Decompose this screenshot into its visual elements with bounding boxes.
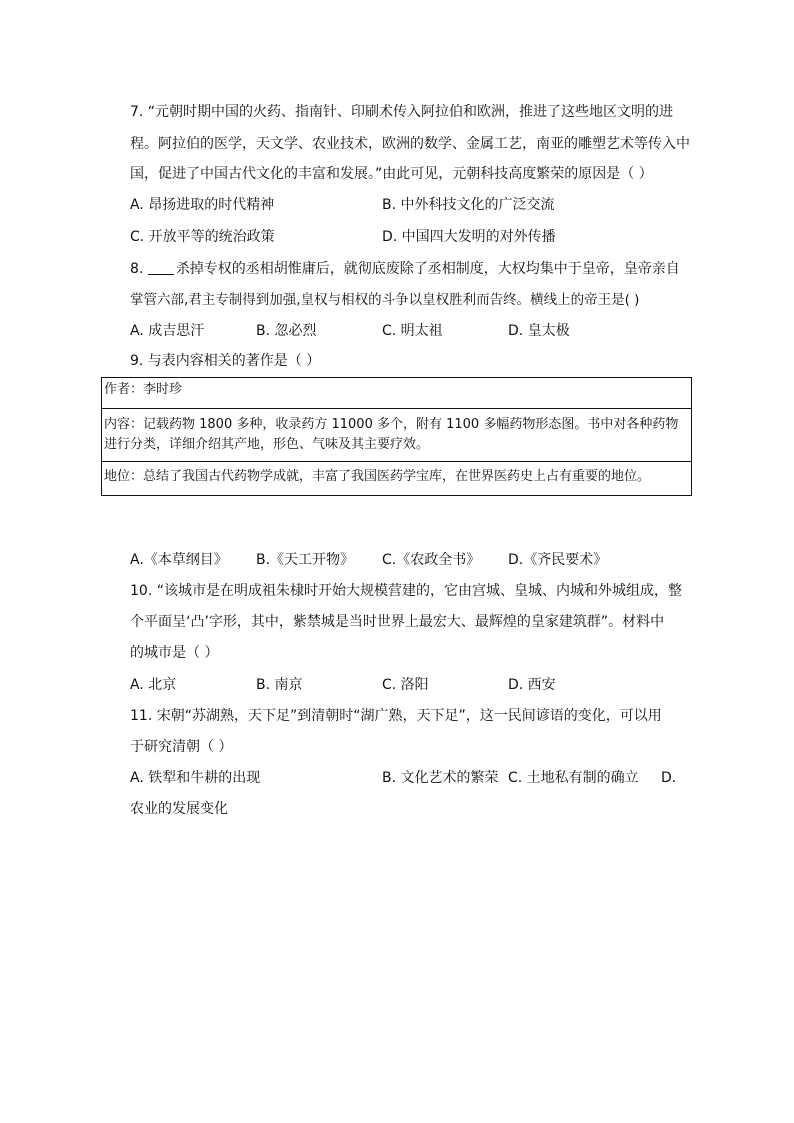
q7-option-c[interactable]: C. 开放平等的统治政策 xyxy=(130,229,275,245)
q9-option-b[interactable]: B.《天工开物》 xyxy=(256,552,355,568)
q11-option-c[interactable]: C. 土地私有制的确立 xyxy=(508,770,639,786)
q8-line-2: 掌管六部,君主专制得到加强,皇权与相权的斗争以皇权胜利而告终。横线上的帝王是( ) xyxy=(130,292,640,308)
q11-option-d-label[interactable]: D. xyxy=(661,770,677,786)
q8-number: 8. xyxy=(130,261,148,277)
q10-line-3: 的城市是（ ） xyxy=(130,645,219,661)
q9-info-table xyxy=(101,377,692,496)
q8-option-d[interactable]: D. 皇太极 xyxy=(508,323,570,339)
q7-option-b[interactable]: B. 中外科技文化的广泛交流 xyxy=(382,197,555,213)
q8-option-b[interactable]: B. 忽必烈 xyxy=(256,323,317,339)
q11-option-a[interactable]: A. 铁犁和牛耕的出现 xyxy=(130,770,261,786)
q7-option-a[interactable]: A. 昂扬进取的时代精神 xyxy=(130,197,275,213)
q11-line-2: 于研究清朝（ ） xyxy=(130,739,233,755)
q9-table-author: 作者：李时珍 xyxy=(102,378,692,409)
q9-stem: 9. 与表内容相关的著作是（ ） xyxy=(130,353,321,369)
q9-option-c[interactable]: C.《农政全书》 xyxy=(382,552,481,568)
q11-option-d-text[interactable]: 农业的发展变化 xyxy=(130,801,228,817)
q7-line-3: 国，促进了中国古代文化的丰富和发展。”由此可见，元朝科技高度繁荣的原因是（ ） xyxy=(130,166,653,182)
q8-line-1 xyxy=(130,259,680,279)
q8-option-a[interactable]: A. 成吉思汗 xyxy=(130,323,205,339)
q9-option-d[interactable]: D.《齐民要术》 xyxy=(508,552,608,568)
q9-option-a[interactable]: A.《本草纲目》 xyxy=(130,552,228,568)
q10-line-2: 个平面呈‘凸’字形，其中，紫禁城是当时世界上最宏大、最辉煌的皇家建筑群”。材料中 xyxy=(130,614,665,630)
q9-table-content: 内容：记载药物 1800 多种，收录药方 11000 多个，附有 1100 多幅药物形态图。书中对各种药物进行分类，详细介绍其产地，形色、气味及其主要疗效。 xyxy=(102,409,692,462)
q10-option-a[interactable]: A. 北京 xyxy=(130,677,177,693)
q10-option-d[interactable]: D. 西安 xyxy=(508,677,556,693)
q8-line-1-text: 杀掉专权的丞相胡惟庸后，就彻底废除了丞相制度，大权均集中于皇帝，皇帝亲自 xyxy=(175,261,680,277)
q7-line-2: 程。阿拉伯的医学，天文学、农业技术，欧洲的数学、金属工艺，南亚的雕塑艺术等传入中 xyxy=(130,136,690,152)
q8-option-c[interactable]: C. 明太祖 xyxy=(382,323,443,339)
q11-option-b[interactable]: B. 文化艺术的繁荣 xyxy=(382,770,499,786)
q8-blank xyxy=(148,260,174,275)
q10-line-1: 10. “该城市是在明成祖朱棣时开始大规模营建的，它由宫城、皇城、内城和外城组成，整 xyxy=(130,583,682,599)
q11-line-1: 11. 宋朝“苏湖熟，天下足”到清朝时“湖广熟，天下足”，这一民间谚语的变化，可以用 xyxy=(130,708,662,724)
q9-table-status: 地位：总结了我国古代药物学成就，丰富了我国医药学宝库，在世界医药史上占有重要的地位。 xyxy=(102,462,692,496)
q7-option-d[interactable]: D. 中国四大发明的对外传播 xyxy=(382,229,556,245)
q10-option-b[interactable]: B. 南京 xyxy=(256,677,303,693)
q7-line-1: 7. “元朝时期中国的火药、指南针、印刷术传入阿拉伯和欧洲，推进了这些地区文明的进 xyxy=(130,104,674,120)
q10-option-c[interactable]: C. 洛阳 xyxy=(382,677,429,693)
